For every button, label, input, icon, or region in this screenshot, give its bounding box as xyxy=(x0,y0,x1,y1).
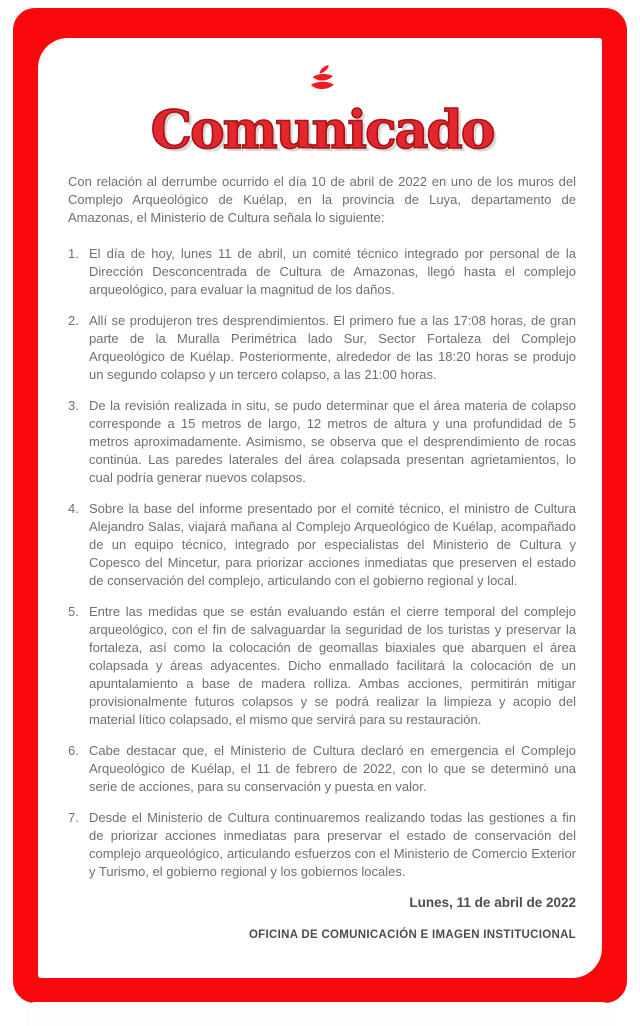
list-item-6: Cabe destacar que, el Ministerio de Cultura declaró en emergencia el Complejo Arqueológico de Kuélap, el 11 de febrero de 2022, con lo que se determinó una serie de acciones, para su conservación y puesta en valor. xyxy=(89,743,576,795)
page-title: Comunicado xyxy=(150,100,494,161)
list-item-2: Allí se produjeron tres desprendimientos. El primero fue a las 17:08 horas, de gran parte de la Muralla Perimétrica lado Sur, Sector Fortaleza del Complejo Arqueológico de Kuélap. Posteriormente, alrededor de las 18:20 horas se produjo un segundo colapso y un tercero colapso, a las 21:00 horas. xyxy=(89,313,576,383)
signature-office: OFICINA DE COMUNICACIÓN E IMAGEN INSTITUCIONAL xyxy=(248,929,576,942)
list-item-1: El día de hoy, lunes 11 de abril, un comité técnico integrado por personal de la Dirección Desconcentrada de Cultura de Amazonas, llegó hasta el complejo arqueológico, para evaluar la magnitud de los daños. xyxy=(89,246,576,298)
comunicado-card xyxy=(38,38,602,978)
red-frame xyxy=(13,8,627,1003)
document-body xyxy=(68,173,576,944)
list-item-5: Entre las medidas que se están evaluando están el cierre temporal del complejo arqueológico, con el fin de salvaguardar la seguridad de los turistas y preservar la fortaleza, así como la colocación de geomallas biaxiales que abarquen el área colapsada y áreas adyacentes. Dicho enmallado facilitará la colocación de un apuntalamiento a base de madera rolliza. Ambas acciones, permitirán mitigar provisionalmente futuros colapsos y se podrá realizar la limpieza y acopio del material lítico colapsado, el mismo que servirá para su restauración. xyxy=(89,604,576,728)
next-page-peek xyxy=(25,1002,612,1026)
list-item-4: Sobre la base del informe presentado por el comité técnico, el ministro de Cultura Alejandro Salas, viajará mañana al Complejo Arqueológico de Kuélap, acompañado de un equipo técnico, integrado por especialistas del Ministerio de Cultura y Copesco del Mincetur, para priorizar acciones inmediatas que preserven el estado de conservación del complejo, articulando con el gobierno regional y local. xyxy=(89,501,576,589)
intro-paragraph: Con relación al derrumbe ocurrido el día 10 de abril de 2022 en uno de los muros del Complejo Arqueológico de Kuélap, en la provincia de Luya, departamento de Amazonas, el Ministerio de Cultura señala lo siguiente: xyxy=(68,174,576,226)
list-item-7: Desde el Ministerio de Cultura continuaremos realizando todas las gestiones a fin de priorizar acciones inmediatas para preservar el estado de conservación del complejo arqueológico, articulando esfuerzos con el Ministerio de Comercio Exterior y Turismo, el gobierno regional y los gobiernos locales. xyxy=(89,810,576,880)
logo-wrap xyxy=(68,64,576,100)
date-line: Lunes, 11 de abril de 2022 xyxy=(409,895,576,911)
list-item-3: De la revisión realizada in situ, se pudo determinar que el área materia de colapso corresponde a 15 metros de largo, 12 metros de altura y una profundidad de 5 metros aproximadamente. Asimismo, se observa que el desprendimiento de rocas continúa. Las paredes laterales del área colapsada presentan agrietamientos, lo cual podría generar nuevos colapsos. xyxy=(89,398,576,486)
numbered-list xyxy=(68,245,576,881)
ministry-flame-icon xyxy=(305,82,339,99)
